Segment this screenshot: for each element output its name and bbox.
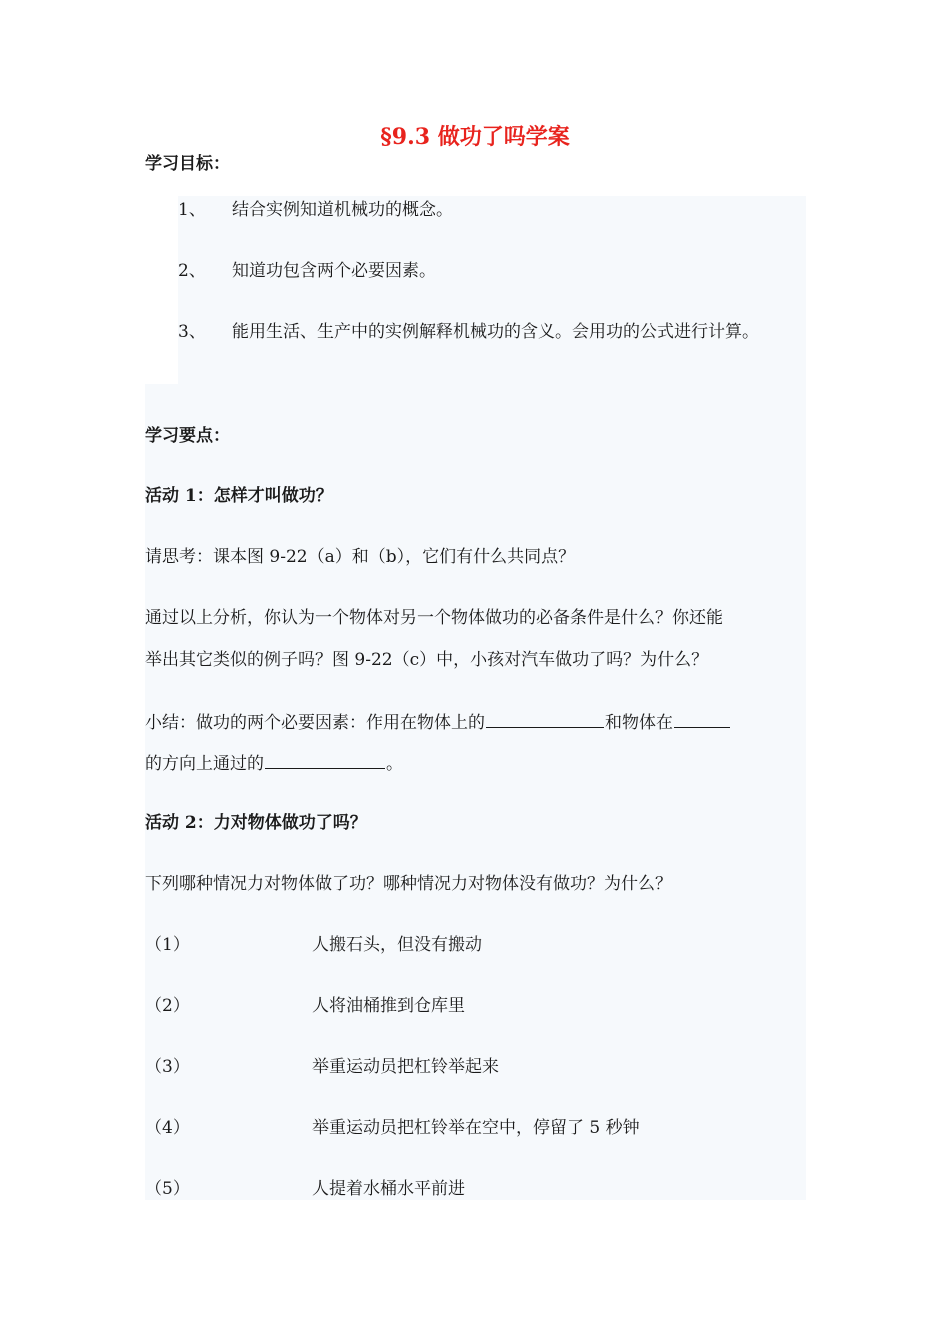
- objective-text: 能用生活、生产中的实例解释机械功的含义。会用功的公式进行计算。: [232, 322, 759, 342]
- objective-number: 2、: [178, 261, 206, 281]
- activity1-summary-line2: [145, 750, 403, 776]
- case-text: 举重运动员把杠铃举在空中，停留了 5 秒钟: [312, 1118, 640, 1138]
- key-points-heading: 学习要点：: [145, 426, 230, 446]
- objective-number: 1、: [178, 200, 206, 220]
- case-number: （2）: [145, 996, 190, 1016]
- case-text: 人搬石头，但没有搬动: [312, 935, 482, 955]
- summary-text-part1: 小结：做功的两个必要因素：作用在物体上的: [145, 713, 485, 733]
- objective-text: 结合实例知道机械功的概念。: [232, 200, 453, 220]
- objective-text: 知道功包含两个必要因素。: [232, 261, 436, 281]
- activity1-question2-line1: 通过以上分析，你认为一个物体对另一个物体做功的必备条件是什么？你还能: [145, 608, 723, 628]
- summary-text-part3: 的方向上通过的: [145, 754, 264, 774]
- shaded-region-objectives: [178, 196, 806, 384]
- case-number: （4）: [145, 1118, 190, 1138]
- case-text: 人将油桶推到仓库里: [312, 996, 465, 1016]
- fill-blank-distance[interactable]: [265, 750, 385, 769]
- activity2-heading: 活动 2：力对物体做功了吗？: [145, 813, 367, 833]
- case-number: （3）: [145, 1057, 190, 1077]
- summary-text-part2: 和物体在: [605, 713, 673, 733]
- page-title: §9.3 做功了吗学案: [380, 124, 570, 150]
- activity1-heading: 活动 1：怎样才叫做功？: [145, 486, 333, 506]
- fill-blank-direction[interactable]: [674, 709, 730, 728]
- summary-text-part4: 。: [386, 754, 403, 774]
- case-number: （5）: [145, 1179, 190, 1199]
- activity2-question: 下列哪种情况力对物体做了功？哪种情况力对物体没有做功？为什么？: [145, 874, 672, 894]
- activity1-summary-line1: [145, 709, 731, 735]
- fill-blank-force[interactable]: [486, 709, 604, 728]
- case-text: 举重运动员把杠铃举起来: [312, 1057, 499, 1077]
- case-text: 人提着水桶水平前进: [312, 1179, 465, 1199]
- objectives-heading: 学习目标：: [145, 154, 230, 174]
- activity1-question2-line2: 举出其它类似的例子吗？图 9-22（c）中，小孩对汽车做功了吗？为什么？: [145, 650, 709, 670]
- activity1-question1: 请思考：课本图 9-22（a）和（b），它们有什么共同点？: [145, 547, 576, 567]
- case-number: （1）: [145, 935, 190, 955]
- objective-number: 3、: [178, 322, 206, 342]
